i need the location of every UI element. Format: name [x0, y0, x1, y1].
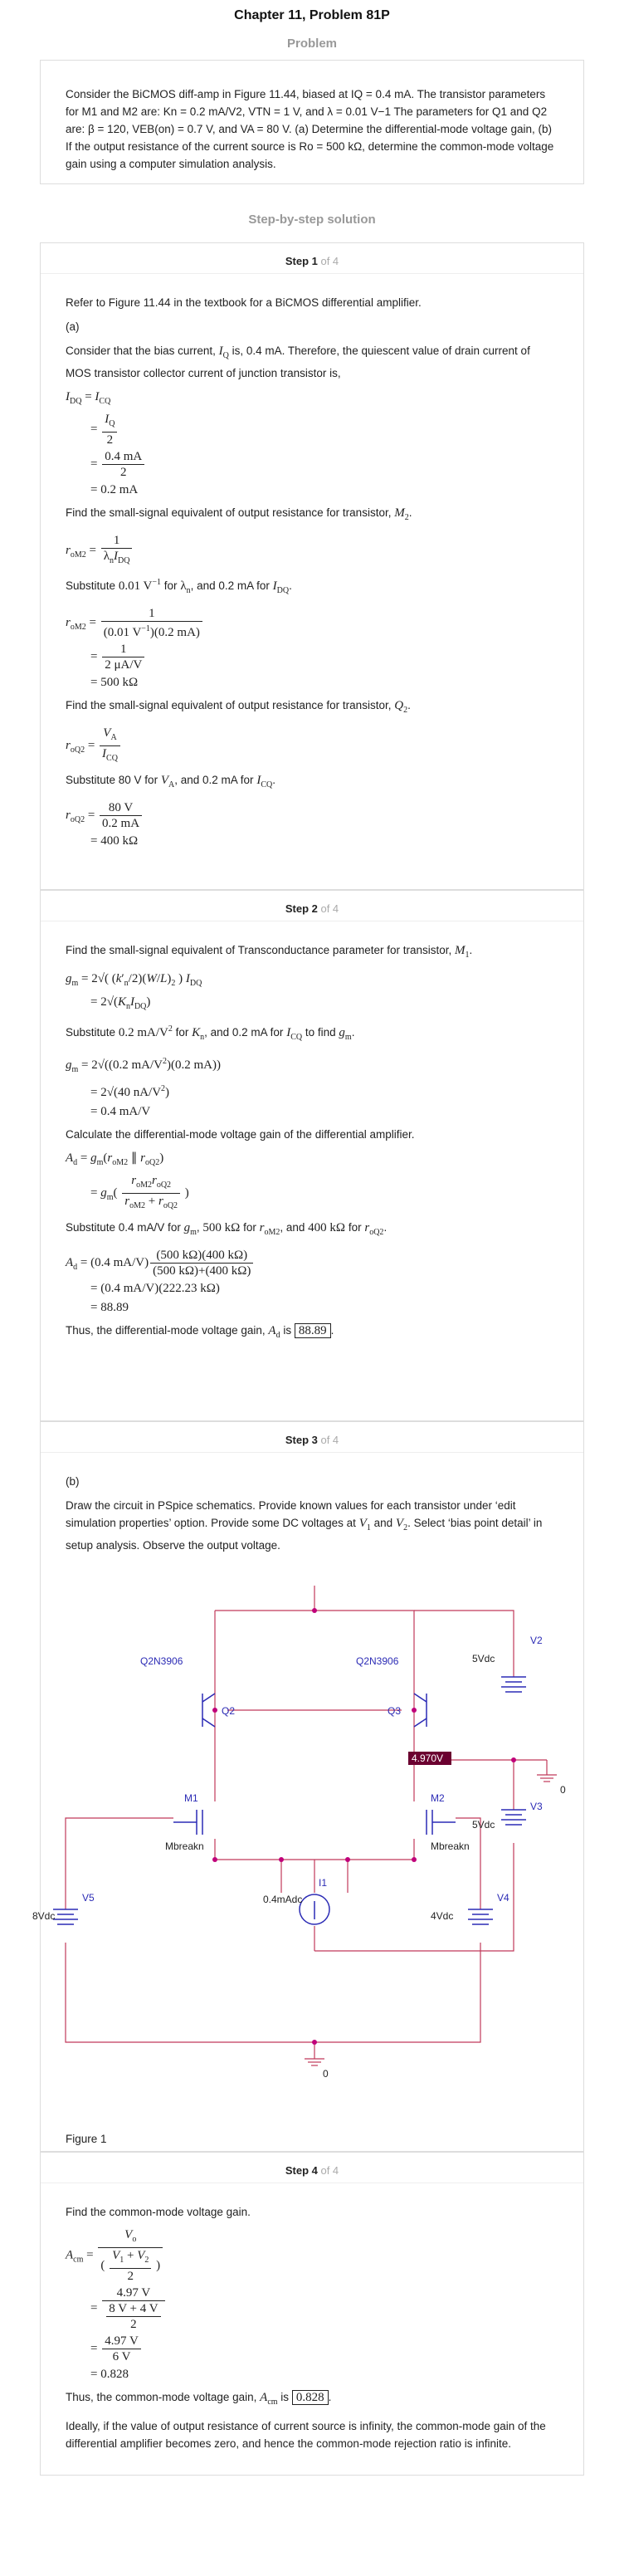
- step-1-text-6: Find the small-signal equivalent of output resistance for transistor, $Q_2$.: [66, 699, 411, 715]
- step-3-header: Step 3 of 4: [41, 1422, 583, 1453]
- step-2-text-5: Thus, the differential-mode voltage gain, $A_d$ is 88.89 .: [66, 1324, 334, 1340]
- m2-label: M2: [431, 1792, 445, 1804]
- step-4-text-2: Thus, the common-mode voltage gain, $A_{cm}$ is 0.828 .: [66, 2391, 332, 2407]
- circuit-schematic: [32, 1561, 566, 2125]
- step-1-text-5: Substitute 0.01 $V^{-1}$ for $\lambda_n$, and 0.2 mA for $I_{DQ}$.: [66, 578, 292, 595]
- step-4-header: Step 4 of 4: [41, 2153, 583, 2183]
- step-3-text-1: (b): [66, 1475, 80, 1488]
- step-1-text-4: Find the small-signal equivalent of output resistance for transistor, $M_2$.: [66, 506, 412, 522]
- figure-label: Figure 1: [66, 2133, 107, 2145]
- step-2-text-1: Find the small-signal equivalent of Transconductance parameter for transistor, $M_1$.: [66, 944, 473, 960]
- step-1-text-1: Refer to Figure 11.44 in the textbook for a BiCMOS differential amplifier.: [66, 296, 422, 309]
- step-2-result: 88.89: [295, 1323, 331, 1338]
- problem-text: Consider the BiCMOS diff-amp in Figure 11.44, biased at IQ = 0.4 mA. The transistor parameters for M1 and M2 are: Kn = 0.2 mA/V2, VTN = 1 V, and λ = 0.01 V−1 The parameters for Q1 and Q2 are: β = 120, VEB(on) = 0.7 V, and VA = 80 V. (a) Determine the differential-mode voltage gain, (b) If the output resistance of the current source is Ro = 500 kΩ, determine the common-mode voltage gain using a computer simulation analysis.: [66, 88, 554, 170]
- problem-heading: Problem: [286, 37, 337, 51]
- m1-model: Mbreakn: [165, 1840, 204, 1852]
- step-2-header: Step 2 of 4: [41, 891, 583, 921]
- q2-model: Q2N3906: [140, 1655, 183, 1667]
- q3-model: Q2N3906: [356, 1655, 399, 1667]
- problem-card: [40, 60, 584, 184]
- eq-rom2: $r_{oM2}$ = $\frac{1}{\lambda_nI_{DQ}}$: [66, 533, 558, 569]
- q2-label: Q2: [222, 1705, 236, 1717]
- v2-value: 5Vdc: [472, 1653, 495, 1664]
- step-4-card: Step 4 of 4 Find the common-mode voltage gain. $A_{cm}$ = $V_o$ ( $\frac{V_1 + V_2}{2}$ ) = $\frac{4.97 V}{\frac{8 V + 4 V}{2}}$ = $\frac{4.97 V}{6 V}$ = 0.828 Thus, the common-mode voltage gain, $A_{cm}$ is 0.828 . Ideally, if the value of output resistance of current source is infinity, the common-mode gain of the differential amplifier becomes zero, and hence the common-mode rejection ratio is infinite.: [40, 2152, 584, 2476]
- i1-value: 0.4mAdc: [263, 1894, 303, 1905]
- step-3-card: [32, 1421, 584, 2152]
- v5-value: 8Vdc: [32, 1910, 56, 1922]
- i1-label: I1: [319, 1877, 328, 1889]
- step-2-text-3: Calculate the differential-mode voltage gain of the differential amplifier.: [66, 1128, 415, 1141]
- step-1-text-7: Substitute 80 V for $V_A$, and 0.2 mA for $I_{CQ}$.: [66, 774, 275, 789]
- eq-idq: $I_{DQ} = I_{CQ}$: [66, 390, 111, 406]
- v5-label: V5: [82, 1892, 95, 1904]
- ground-label-1: 0: [560, 1784, 566, 1796]
- v3-value: 5Vdc: [472, 1819, 495, 1831]
- step-2-text-2: Substitute 0.2 $mA/V^2$ for $K_n$, and 0.2 mA for $I_{CQ}$ to find $g_m$.: [66, 1024, 355, 1042]
- step-1-card: Step 1 of 4 Refer to Figure 11.44 in the textbook for a BiCMOS differential amplifier. (a) Consider that the bias current, $I_Q$ is, 0.4 mA. Therefore, the quiescent value of drain current of MOS transistor collector current of junction transistor is, $I_{DQ} = I_{CQ}$ = $\frac{I_Q}{2}$ = $\frac{0.4 mA}{2}$ = 0.2 mA Find the small-signal equivalent of output resistance for transistor, $M_2$. $r_{oM2}$ = $\frac{1}{\lambda_nI_{DQ}}$ Substitute 0.01 $V^{-1}$ for $\lambda_n$, and 0.2 mA for $I_{DQ}$. $r_{oM2}$ = $\frac{1}{(0.01 V^{-1})(0.2 mA)}$ = $\frac{1}{2 \mu A/V}$ = 500 kΩ Find the small-signal equivalent of output resistance for transistor, $Q_2$. $r_{oQ2}$ = $\frac{V_A}{I_{CQ}}$ Substitute 80 V for $V_A$, and 0.2 mA for $I_{CQ}$. $r_{oQ2}$ = $\frac{80 V}{0.2 mA}$ = 400 kΩ: [40, 242, 584, 890]
- step-1-text-3: Consider that the bias current, $I_Q$ is, 0.4 mA. Therefore, the quiescent value of drain current of MOS transistor collector current of junction transistor is,: [66, 345, 530, 379]
- step-4-text-3: Ideally, if the value of output resistance of current source is infinity, the common-mode gain of the differential amplifier becomes zero, and hence the common-mode rejection ratio is infinite.: [66, 2420, 546, 2450]
- step-1-text-2: (a): [66, 320, 80, 333]
- step-2-card: Step 2 of 4 Find the small-signal equivalent of Transconductance parameter for transistor, $M_1$. $g_m = 2√$( $(k'_n/2)(W/L)_2$ ) $I_{DQ}$ = $2√(K_nI_{DQ})$ Substitute 0.2 $mA/V^2$ for $K_n$, and 0.2 mA for $I_{CQ}$ to find $g_m$. $g_m = 2√((0.2$ $mA/V^2)(0.2$ mA)) = 2√(40 $nA/V^2$) = 0.4 mA/V Calculate the differential-mode voltage gain of the differential amplifier. $A_d = g_m(r_{oM2}$ ∥ $r_{oQ2}$) = $g_m$( $\frac{r_{oM2}r_{oQ2}}{r_{oM2} + r_{oQ2}}$ ) Substitute 0.4 mA/V for $g_m$, 500 kΩ for $r_{oM2}$, and 400 kΩ for $r_{oQ2}$. $A_d = (0.4$ mA/V) $\frac{(500 k\Omega)(400 k\Omega)}{(500 k\Omega)+(400 k\Omega)}$ = (0.4 mA/V)(222.23 kΩ) = 88.89 Thus, the differential-mode voltage gain, $A_d$ is 88.89 .: [40, 890, 584, 1421]
- m1-label: M1: [184, 1792, 198, 1804]
- v3-label: V3: [530, 1801, 543, 1812]
- v2-label: V2: [530, 1635, 543, 1646]
- v4-value: 4Vdc: [431, 1910, 454, 1922]
- step-1-header: Step 1 of 4: [41, 243, 583, 274]
- q3-label: Q3: [388, 1705, 402, 1717]
- step-4-result: 0.828: [292, 2390, 329, 2405]
- v4-label: V4: [497, 1892, 509, 1904]
- solution-heading: Step-by-step solution: [248, 213, 376, 227]
- m2-model: Mbreakn: [431, 1840, 470, 1852]
- page-title: Chapter 11, Problem 81P: [234, 8, 390, 22]
- step-3-text-2: Draw the circuit in PSpice schematics. Provide known values for each transistor under ‘edit simulation properties’ option. Provide some DC voltages at $V_1$ and $V_2$. Select ‘bias point detail’ in setup analysis. Observe the output voltage.: [66, 1499, 543, 1552]
- ground-label-2: 0: [323, 2068, 329, 2080]
- output-voltage-marker: 4.970V: [412, 1752, 444, 1764]
- step-2-text-4: Substitute 0.4 mA/V for $g_m$, 500 kΩ for $r_{oM2}$, and 400 kΩ for $r_{oQ2}$.: [66, 1221, 388, 1237]
- step-4-text-1: Find the common-mode voltage gain.: [66, 2206, 251, 2218]
